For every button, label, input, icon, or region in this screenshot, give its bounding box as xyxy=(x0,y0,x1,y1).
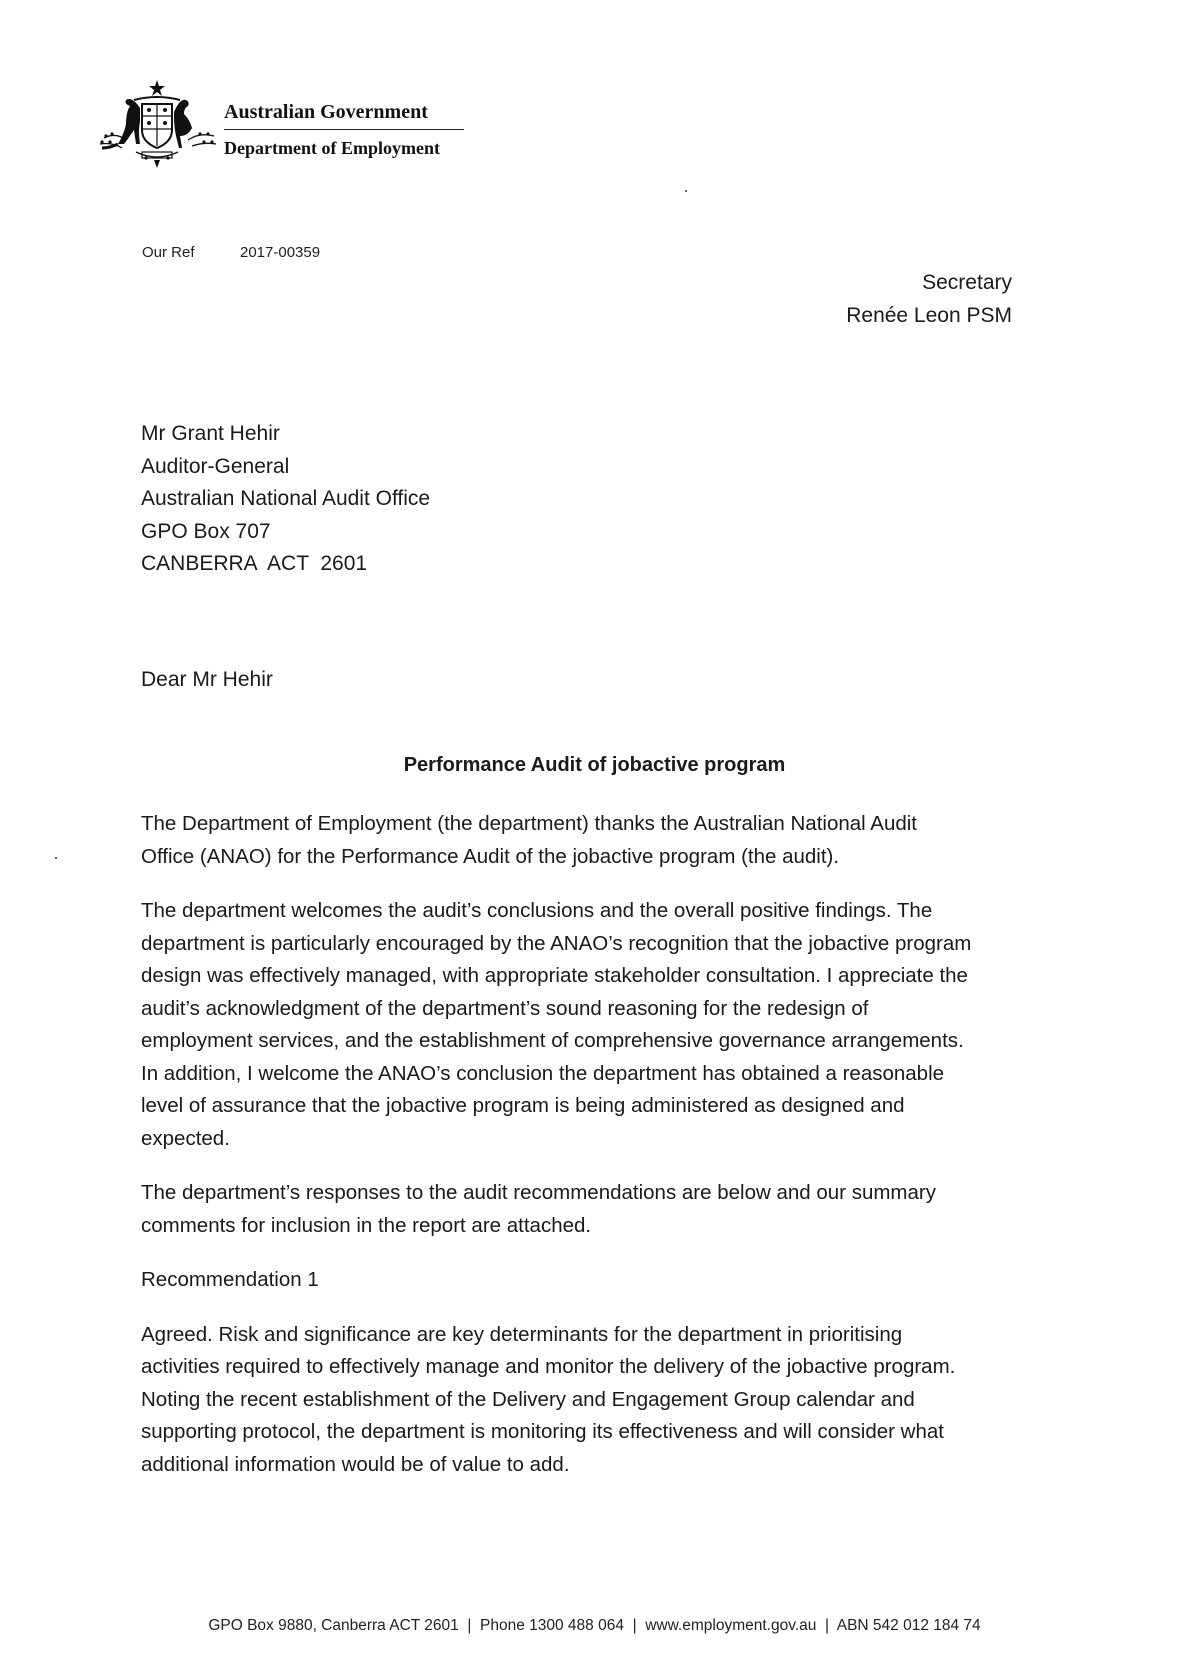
body-line: supporting protocol, the department is monitoring its effectiveness and will consider what xyxy=(141,1420,944,1443)
department-name: Department of Employment xyxy=(224,138,440,158)
letter-subject: Performance Audit of jobactive program xyxy=(403,754,786,776)
salutation: Dear Mr Hehir xyxy=(141,668,273,691)
body-line: level of assurance that the jobactive program is being administered as designed and xyxy=(141,1094,905,1117)
signatory-title: Secretary xyxy=(922,271,1012,294)
body-paragraph xyxy=(141,1177,1021,1242)
body-line: comments for inclusion in the report are attached. xyxy=(141,1213,592,1237)
body-line: expected. xyxy=(141,1126,230,1150)
letterhead-divider xyxy=(224,129,464,130)
body-line: Noting the recent establishment of the Delivery and Engagement Group calendar and xyxy=(141,1387,915,1411)
body-line: The department’s responses to the audit recommendations are below and our summary xyxy=(141,1181,936,1204)
government-name: Australian Government xyxy=(224,101,428,123)
recipient-address xyxy=(141,418,430,581)
recommendation-heading xyxy=(141,1264,1021,1297)
address-line: CANBERRA ACT 2601 xyxy=(141,552,368,575)
body-paragraph xyxy=(141,895,1021,1155)
address-line: Auditor-General xyxy=(141,454,290,478)
reference-label: Our Ref xyxy=(142,244,195,261)
body-line: audit’s acknowledgment of the department’s sound reasoning for the redesign of xyxy=(141,996,869,1020)
coat-of-arms-icon xyxy=(96,78,218,168)
body-line: department is particularly encouraged by the ANAO’s recognition that the jobactive program xyxy=(141,931,972,955)
scan-speck xyxy=(55,857,57,859)
body-line: Office (ANAO) for the Performance Audit of the jobactive program (the audit). xyxy=(141,844,840,868)
address-line: Australian National Audit Office xyxy=(141,487,431,510)
address-line: GPO Box 707 xyxy=(141,519,271,543)
reference-number: 2017-00359 xyxy=(240,244,321,261)
signatory-block xyxy=(846,266,1012,332)
body-line: additional information would be of value to add. xyxy=(141,1452,570,1476)
body-line: The department welcomes the audit’s conclusions and the overall positive findings. The xyxy=(141,899,933,922)
body-line: activities required to effectively manage and monitor the delivery of the jobactive program. xyxy=(141,1355,956,1378)
letter-body xyxy=(141,808,1021,1503)
body-line: The Department of Employment (the department) thanks the Australian National Audit xyxy=(141,812,917,835)
body-paragraph xyxy=(141,1319,1021,1482)
address-line: Mr Grant Hehir xyxy=(141,422,280,445)
letter-footer: GPO Box 9880, Canberra ACT 2601 | Phone 1300 488 064 | www.employment.gov.au | ABN 542 012 184 74 xyxy=(208,1617,981,1634)
body-line: design was effectively managed, with appropriate stakeholder consultation. I appreciate the xyxy=(141,964,968,987)
scan-speck xyxy=(685,190,687,192)
body-line: employment services, and the establishment of comprehensive governance arrangements. xyxy=(141,1029,964,1052)
signatory-name: Renée Leon PSM xyxy=(846,304,1012,327)
body-paragraph xyxy=(141,808,1021,873)
body-line: Recommendation 1 xyxy=(141,1268,319,1291)
body-line: In addition, I welcome the ANAO’s conclusion the department has obtained a reasonable xyxy=(141,1061,945,1085)
body-line: Agreed. Risk and significance are key determinants for the department in prioritising xyxy=(141,1322,903,1346)
